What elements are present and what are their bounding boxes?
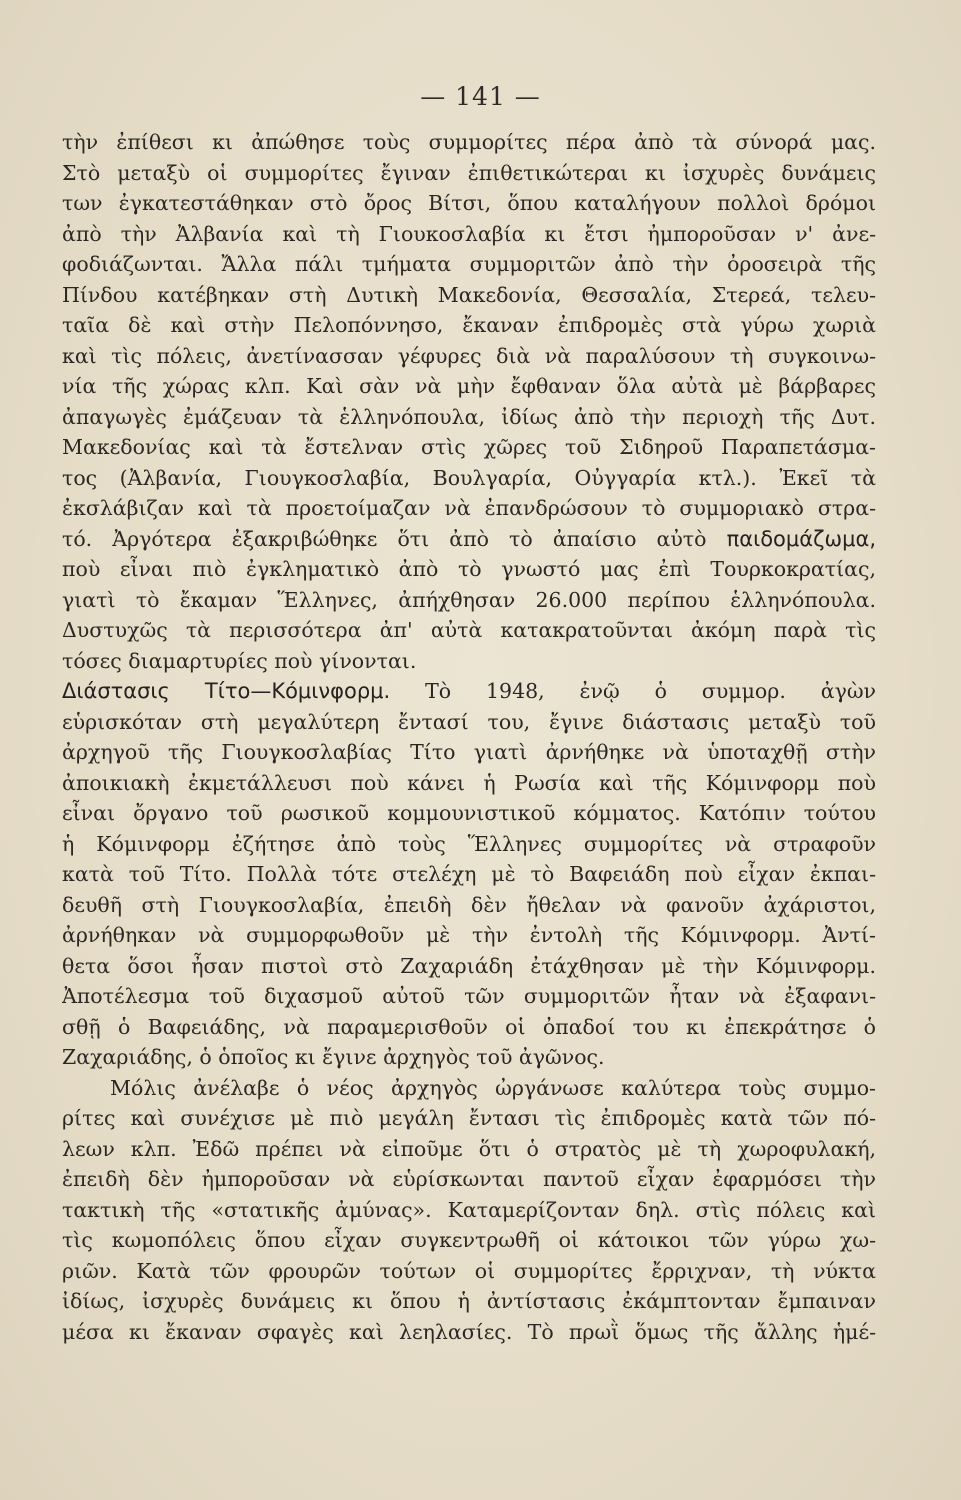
text-line bbox=[62, 219, 876, 250]
text-line bbox=[62, 127, 876, 158]
line-text: εἶναι ὄργανο τοῦ ρωσικοῦ κομμουνιστικοῦ κόμματος. Κατόπιν τούτου bbox=[62, 801, 876, 825]
text-line bbox=[62, 1256, 876, 1287]
text-line bbox=[62, 1317, 876, 1348]
text-line bbox=[62, 859, 876, 890]
line-text: ἀποικιακὴ ἐκμετάλλευσι ποὺ κάνει ἡ Ρωσία καὶ τῆς Κόμινφορμ ποὺ bbox=[62, 770, 876, 795]
section-heading: Διάστασις Τίτο—Κόμινφορμ. bbox=[62, 679, 391, 703]
line-text: ἐπειδὴ δὲν ἠμποροῦσαν νὰ εὑρίσκωνται παντοῦ εἶχαν ἐφαρμόσει τὴν bbox=[62, 1167, 876, 1191]
line-text: ἡ Κόμινφορμ ἐζήτησε ἀπὸ τοὺς Ἕλληνες συμμορίτες νὰ στραφοῦν bbox=[62, 831, 876, 856]
line-text: θετα ὅσοι ἦσαν πιστοὶ στὸ Ζαχαριάδη ἐτάχθησαν μὲ τὴν Κόμινφορμ. bbox=[62, 953, 876, 978]
line-text: ποὺ εἶναι πιὸ ἐγκληματικὸ ἀπὸ τὸ γνωστό μας ἐπὶ Τουρκοκρατίας, bbox=[62, 557, 876, 581]
text-line bbox=[62, 1225, 876, 1256]
text-line bbox=[62, 341, 876, 372]
line-text: Μακεδονίας καὶ τὰ ἔστελναν στὶς χῶρες τοῦ Σιδηροῦ Παραπετάσμα- bbox=[62, 435, 876, 459]
line-text: ἀπαγωγὲς ἐμάζευαν τὰ ἑλληνόπουλα, ἰδίως ἀπὸ τὴν περιοχὴ τῆς Δυτ. bbox=[62, 404, 876, 429]
text-line bbox=[62, 798, 876, 829]
text-line bbox=[62, 1134, 876, 1165]
line-text: Ἀποτέλεσμα τοῦ διχασμοῦ αὐτοῦ τῶν συμμοριτῶν ἦταν νὰ ἐξαφανι- bbox=[62, 984, 876, 1008]
page-number: — 141 — bbox=[420, 82, 541, 111]
line-text: τακτικὴ τῆς «στατικῆς ἀμύνας». Καταμερίζονταν δηλ. στὶς πόλεις καὶ bbox=[62, 1197, 876, 1222]
text-line bbox=[62, 737, 876, 768]
text-line bbox=[62, 585, 876, 616]
line-text: ριῶν. Κατὰ τῶν φρουρῶν τούτων οἱ συμμορίτες ἔρριχναν, τὴ νύκτα bbox=[62, 1258, 876, 1283]
line-text: Στὸ μεταξὺ οἱ συμμορίτες ἔγιναν ἐπιθετικώτεραι κι ἰσχυρὲς δυνάμεις bbox=[62, 160, 876, 185]
body-text bbox=[62, 127, 876, 1347]
line-text: ἐκσλάβιζαν καὶ τὰ προετοίμαζαν νὰ ἐπανδρώσουν τὸ συμμοριακὸ στρα- bbox=[62, 496, 876, 520]
line-text: μέσα κι ἔκαναν σφαγὲς καὶ λεηλασίες. Τὸ πρωῒ ὅμως τῆς ἄλλης ἡμέ- bbox=[62, 1319, 876, 1344]
text-line bbox=[62, 188, 876, 219]
line-text: ἀρνήθηκαν νὰ συμμορφωθοῦν μὲ τὴν ἐντολὴ τῆς Κόμινφορμ. Ἀντί- bbox=[62, 923, 876, 947]
line-text: ἀρχηγοῦ τῆς Γιουγκοσλαβίας Τίτο γιατὶ ἀρνήθηκε νὰ ὑποταχθῇ στὴν bbox=[62, 740, 876, 764]
text-line bbox=[62, 646, 876, 677]
text-line bbox=[62, 676, 876, 707]
text-line bbox=[62, 707, 876, 738]
line-text: τό. Ἀργότερα ἐξακριβώθηκε ὅτι ἀπὸ τὸ ἀπαίσιο αὐτὸ bbox=[62, 526, 727, 551]
text-line bbox=[62, 280, 876, 311]
line-text: Δυστυχῶς τὰ περισσότερα ἀπ' αὐτὰ κατακρατοῦνται ἀκόμη παρὰ τὶς bbox=[62, 618, 876, 642]
text-line bbox=[62, 768, 876, 799]
line-text: ἰδίως, ἰσχυρὲς δυνάμεις κι ὅπου ἡ ἀντίστασις ἐκάμπτονταν ἔμπαιναν bbox=[62, 1289, 876, 1313]
line-text: τὴν ἐπίθεσι κι ἀπώθησε τοὺς συμμορίτες πέρα ἀπὸ τὰ σύνορά μας. bbox=[62, 130, 876, 154]
text-line bbox=[62, 310, 876, 341]
line-text: τόσες διαμαρτυρίες ποὺ γίνονται. bbox=[62, 648, 417, 673]
line-text: γιατὶ τὸ ἔκαμαν Ἕλληνες, ἀπήχθησαν 26.000 περίπου ἑλληνόπουλα. bbox=[62, 587, 876, 612]
text-line bbox=[62, 890, 876, 921]
text-line bbox=[62, 1195, 876, 1226]
line-text: δευθῆ στὴ Γιουγκοσλαβία, ἐπειδὴ δὲν ἤθελαν νὰ φανοῦν ἀχάριστοι, bbox=[62, 892, 876, 917]
line-text: τος (Ἀλβανία, Γιουγκοσλαβία, Βουλγαρία, Οὐγγαρία κτλ.). Ἐκεῖ τὰ bbox=[62, 465, 876, 490]
text-line bbox=[62, 371, 876, 402]
line-text: καὶ τὶς πόλεις, ἀνετίνασσαν γέφυρες διὰ νὰ παραλύσουν τὴ συγκοινω- bbox=[62, 343, 876, 368]
text-line bbox=[62, 1073, 876, 1104]
text-line bbox=[62, 1164, 876, 1195]
line-text: λεων κλπ. Ἐδῶ πρέπει νὰ εἰποῦμε ὅτι ὁ στρατὸς μὲ τὴ χωροφυλακή, bbox=[62, 1136, 876, 1161]
text-line bbox=[62, 432, 876, 463]
line-text: των ἐγκατεστάθηκαν στὸ ὄρος Βίτσι, ὅπου καταλήγουν πολλοὶ δρόμοι bbox=[62, 191, 876, 215]
text-line bbox=[62, 493, 876, 524]
line-text: Μόλις ἀνέλαβε ὁ νέος ἀρχηγὸς ὠργάνωσε καλύτερα τοὺς συμμο- bbox=[110, 1075, 876, 1100]
text-line bbox=[62, 463, 876, 494]
text-line bbox=[62, 554, 876, 585]
line-text: Πίνδου κατέβηκαν στὴ Δυτικὴ Μακεδονία, Θεσσαλία, Στερεά, τελευ- bbox=[62, 282, 876, 307]
line-text: νία τῆς χώρας κλπ. Καὶ σὰν νὰ μὴν ἔφθαναν ὅλα αὐτὰ μὲ βάρβαρες bbox=[62, 374, 876, 398]
text-line bbox=[62, 1286, 876, 1317]
line-text: Ζαχαριάδης, ὁ ὁποῖος κι ἔγινε ἀρχηγὸς τοῦ ἀγῶνος. bbox=[62, 1045, 605, 1069]
line-text: εὑρισκόταν στὴ μεγαλύτερη ἔντασί του, ἔγινε διάστασις μεταξὺ τοῦ bbox=[62, 709, 876, 734]
line-text: ρίτες καὶ συνέχισε μὲ πιὸ μεγάλη ἔντασι τὶς ἐπιδρομὲς κατὰ τῶν πό- bbox=[62, 1106, 876, 1130]
text-line bbox=[62, 615, 876, 646]
line-text: ταῖα δὲ καὶ στὴν Πελοπόννησο, ἔκαναν ἐπιδρομὲς στὰ γύρω χωριὰ bbox=[62, 313, 876, 337]
text-line bbox=[62, 1042, 876, 1073]
line-text: Τὸ 1948, ἐνῷ ὁ συμμορ. ἀγὼν bbox=[390, 679, 876, 703]
line-text: ἀπὸ τὴν Ἀλβανία καὶ τὴ Γιουκοσλαβία κι ἔτσι ἠμποροῦσαν ν' ἀνε- bbox=[62, 221, 876, 246]
text-line bbox=[62, 158, 876, 189]
line-text: τὶς κωμοπόλεις ὅπου εἶχαν συγκεντρωθῆ οἱ κάτοικοι τῶν γύρω χω- bbox=[62, 1228, 876, 1252]
text-line bbox=[62, 524, 876, 555]
text-line bbox=[62, 829, 876, 860]
text-line bbox=[62, 249, 876, 280]
line-text: φοδιάζωνται. Ἄλλα πάλι τμήματα συμμοριτῶν ἀπὸ τὴν ὀροσειρὰ τῆς bbox=[62, 252, 876, 276]
text-line bbox=[62, 920, 876, 951]
text-line bbox=[62, 1012, 876, 1043]
text-line bbox=[62, 402, 876, 433]
line-text: σθῇ ὁ Βαφειάδης, νὰ παραμερισθοῦν οἱ ὀπαδοί του κι ἐπεκράτησε ὁ bbox=[62, 1014, 876, 1039]
emphasized-word: παιδομάζωμα, bbox=[726, 526, 876, 551]
text-line bbox=[62, 1103, 876, 1134]
text-line bbox=[62, 951, 876, 982]
text-line bbox=[62, 981, 876, 1012]
line-text: κατὰ τοῦ Τίτο. Πολλὰ τότε στελέχη μὲ τὸ Βαφειάδη ποὺ εἶχαν ἐκπαι- bbox=[62, 862, 876, 886]
